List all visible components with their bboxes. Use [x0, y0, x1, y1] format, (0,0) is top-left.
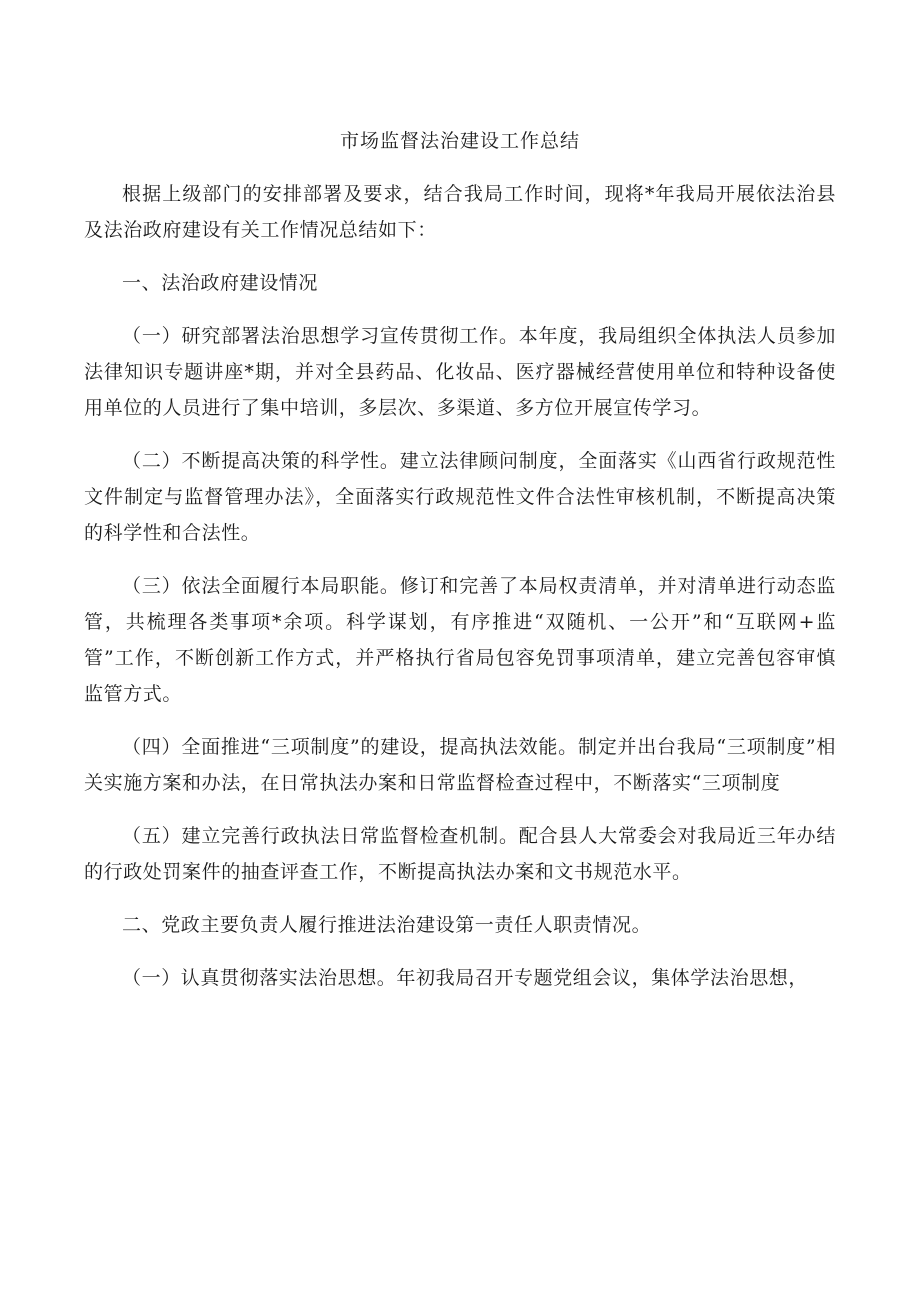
document-title: 市场监督法治建设工作总结	[339, 130, 580, 152]
paragraph-1-3: （三）依法全面履行本局职能。修订和完善了本局权责清单，并对清单进行动态监管，共梳理各类事项*余项。科学谋划，有序推进“双随机、一公开”和“互联网+监管”工作，不断创新工作方式，并严格执行省局包容免罚事项清单，建立完善包容审慎监管方式。	[84, 575, 836, 705]
paragraph-intro: 根据上级部门的安排部署及要求，结合我局工作时间，现将*年我局开展依法治县及法治政府建设有关工作情况总结如下：	[84, 183, 836, 241]
section-heading-1: 一、法治政府建设情况	[122, 272, 319, 294]
paragraph-1-1: （一）研究部署法治思想学习宣传贯彻工作。本年度，我局组织全体执法人员参加法律知识专题讲座*期，并对全县药品、化妆品、医疗器械经营使用单位和特种设备使用单位的人员进行了集中培训，多层次、多渠道、多方位开展宣传学习。	[84, 325, 836, 419]
paragraph-1-2: （二）不断提高决策的科学性。建立法律顾问制度，全面落实《山西省行政规范性文件制定与监督管理办法》，全面落实行政规范性文件合法性审核机制，不断提高决策的科学性和合法性。	[84, 450, 836, 544]
paragraph-2-1: （一）认真贯彻落实法治思想。年初我局召开专题党组会议，集体学法治思想，	[122, 967, 809, 989]
document-body	[84, 176, 836, 1013]
paragraph-1-5: （五）建立完善行政执法日常监督检查机制。配合县人大常委会对我局近三年办结的行政处罚案件的抽查评查工作，不断提高执法办案和文书规范水平。	[84, 825, 836, 883]
section-heading-2: 二、党政主要负责人履行推进法治建设第一责任人职责情况。	[122, 914, 652, 936]
paragraph-1-4: （四）全面推进“三项制度”的建设，提高执法效能。制定并出台我局“三项制度”相关实施方案和办法，在日常执法办案和日常监督检查过程中，不断落实“三项制度	[84, 736, 836, 794]
